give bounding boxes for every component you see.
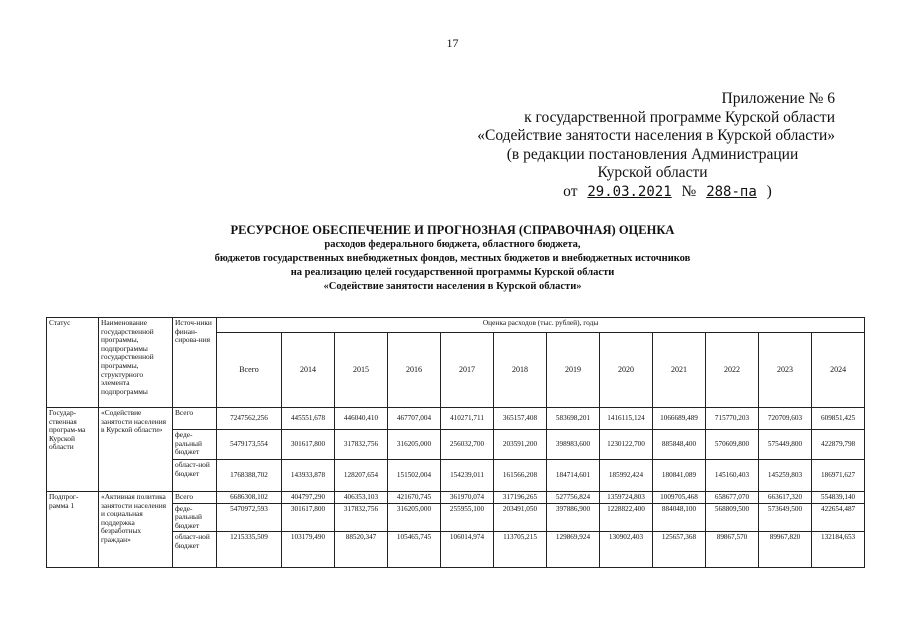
- year-value-cell: 317196,265: [494, 492, 547, 504]
- header-estimate: Оценка расходов (тыс. рублей), годы: [217, 318, 865, 333]
- appendix-line-5: Курской области: [597, 164, 708, 181]
- year-value-cell: 132184,653: [812, 532, 865, 568]
- year-value-cell: 527756,824: [547, 492, 600, 504]
- year-value-cell: 89967,820: [759, 532, 812, 568]
- year-value-cell: 422879,798: [812, 430, 865, 460]
- header-name: Наименование государственной программы, подпрограммы государственной программы, структурного элемента подпрограммы: [99, 318, 173, 408]
- year-value-cell: 203591,200: [494, 430, 547, 460]
- year-value-cell: 1009705,468: [653, 492, 706, 504]
- handwritten-number: 288-па: [706, 183, 757, 200]
- year-value-cell: 88520,347: [335, 532, 388, 568]
- header-status: Статус: [47, 318, 99, 408]
- year-value-cell: 154239,011: [441, 460, 494, 492]
- year-value-cell: 301617,800: [282, 430, 335, 460]
- year-value-cell: 422654,487: [812, 503, 865, 532]
- header-year: 2022: [706, 333, 759, 408]
- header-year: 2018: [494, 333, 547, 408]
- year-value-cell: 1416115,124: [600, 408, 653, 430]
- year-value-cell: 421670,745: [388, 492, 441, 504]
- year-value-cell: 554839,140: [812, 492, 865, 504]
- total-value-cell: 1768388,702: [217, 460, 282, 492]
- table-row: [47, 408, 865, 430]
- year-value-cell: 1230122,700: [600, 430, 653, 460]
- header-source: Источ-ники финан-сирова-ния: [173, 318, 217, 408]
- year-value-cell: 573649,500: [759, 503, 812, 532]
- table-header-row: [47, 318, 865, 333]
- year-value-cell: 128207,654: [335, 460, 388, 492]
- year-value-cell: 406353,103: [335, 492, 388, 504]
- year-value-cell: 186971,627: [812, 460, 865, 492]
- appendix-line-3: «Содействие занятости населения в Курской области»: [477, 127, 835, 144]
- source-cell: феде-ральный бюджет: [173, 430, 217, 460]
- year-value-cell: 151502,004: [388, 460, 441, 492]
- year-value-cell: 145259,803: [759, 460, 812, 492]
- year-value-cell: 130902,403: [600, 532, 653, 568]
- table-row: [47, 492, 865, 504]
- year-value-cell: 404797,290: [282, 492, 335, 504]
- year-value-cell: 317832,756: [335, 430, 388, 460]
- year-value-cell: 106014,974: [441, 532, 494, 568]
- year-value-cell: 129869,924: [547, 532, 600, 568]
- total-value-cell: 5479173,554: [217, 430, 282, 460]
- appendix-header: [440, 90, 835, 201]
- year-value-cell: 125657,368: [653, 532, 706, 568]
- year-value-cell: 185992,424: [600, 460, 653, 492]
- header-year: 2017: [441, 333, 494, 408]
- year-value-cell: 105465,745: [388, 532, 441, 568]
- year-value-cell: 89867,570: [706, 532, 759, 568]
- document-title: [0, 222, 905, 294]
- page-number: 17: [446, 36, 459, 50]
- year-value-cell: 445551,678: [282, 408, 335, 430]
- year-value-cell: 1359724,803: [600, 492, 653, 504]
- year-value-cell: 570609,800: [706, 430, 759, 460]
- header-year: 2015: [335, 333, 388, 408]
- closing-parenthesis: ): [766, 182, 772, 200]
- number-prefix: №: [681, 182, 697, 200]
- header-total: Всего: [217, 333, 282, 408]
- title-line-2: расходов федерального бюджета, областного бюджета,: [324, 239, 581, 250]
- year-value-cell: 255955,100: [441, 503, 494, 532]
- header-year: 2021: [653, 333, 706, 408]
- header-year: 2024: [812, 333, 865, 408]
- header-year: 2023: [759, 333, 812, 408]
- year-value-cell: 143933,878: [282, 460, 335, 492]
- year-value-cell: 301617,800: [282, 503, 335, 532]
- year-value-cell: 609851,425: [812, 408, 865, 430]
- year-value-cell: 410271,711: [441, 408, 494, 430]
- header-year: 2016: [388, 333, 441, 408]
- table-body: [47, 408, 865, 568]
- year-value-cell: 568809,500: [706, 503, 759, 532]
- year-value-cell: 184714,601: [547, 460, 600, 492]
- year-value-cell: 180841,089: [653, 460, 706, 492]
- year-value-cell: 398983,600: [547, 430, 600, 460]
- title-line-1: РЕСУРСНОЕ ОБЕСПЕЧЕНИЕ И ПРОГНОЗНАЯ (СПРАВОЧНАЯ) ОЦЕНКА: [230, 223, 675, 237]
- date-prefix: от: [563, 182, 578, 200]
- source-cell: Всего: [173, 492, 217, 504]
- year-value-cell: 575449,800: [759, 430, 812, 460]
- status-cell: Подпрог-рамма 1: [47, 492, 99, 568]
- total-value-cell: 5470972,593: [217, 503, 282, 532]
- header-year: 2020: [600, 333, 653, 408]
- appendix-line-4: (в редакции постановления Администрации: [506, 145, 799, 163]
- year-value-cell: 658677,070: [706, 492, 759, 504]
- year-value-cell: 145160,403: [706, 460, 759, 492]
- year-value-cell: 316205,000: [388, 503, 441, 532]
- year-value-cell: 583698,201: [547, 408, 600, 430]
- year-value-cell: 715770,203: [706, 408, 759, 430]
- year-value-cell: 467707,004: [388, 408, 441, 430]
- year-value-cell: 1228822,400: [600, 503, 653, 532]
- source-cell: Всего: [173, 408, 217, 430]
- source-cell: феде-ральный бюджет: [173, 503, 217, 532]
- header-year: 2019: [547, 333, 600, 408]
- total-value-cell: 1215335,509: [217, 532, 282, 568]
- source-cell: област-ной бюджет: [173, 460, 217, 492]
- appendix-title: Приложение № 6: [721, 90, 835, 107]
- year-value-cell: 316205,000: [388, 430, 441, 460]
- year-value-cell: 256032,700: [441, 430, 494, 460]
- year-value-cell: 884048,100: [653, 503, 706, 532]
- program-name-cell: «Активная политика занятости населения и социальная поддержка безработных граждан»: [99, 492, 173, 568]
- resource-table: [46, 317, 865, 568]
- year-value-cell: 103179,490: [282, 532, 335, 568]
- title-line-3: бюджетов государственных внебюджетных фондов, местных бюджетов и внебюджетных источников: [214, 253, 691, 264]
- year-value-cell: 885848,400: [653, 430, 706, 460]
- year-value-cell: 365157,408: [494, 408, 547, 430]
- title-line-5: «Содействие занятости населения в Курской области»: [323, 281, 582, 292]
- header-year: 2014: [282, 333, 335, 408]
- year-value-cell: 397886,900: [547, 503, 600, 532]
- handwritten-date: 29.03.2021: [587, 183, 672, 200]
- appendix-date-line: [440, 183, 835, 202]
- year-value-cell: 1066689,489: [653, 408, 706, 430]
- year-value-cell: 663617,320: [759, 492, 812, 504]
- year-value-cell: 361970,074: [441, 492, 494, 504]
- year-value-cell: 720709,603: [759, 408, 812, 430]
- title-line-4: на реализацию целей государственной программы Курской области: [290, 267, 615, 278]
- program-name-cell: «Содействие занятости населения в Курской области»: [99, 408, 173, 492]
- year-value-cell: 203491,050: [494, 503, 547, 532]
- total-value-cell: 7247562,256: [217, 408, 282, 430]
- year-value-cell: 161566,208: [494, 460, 547, 492]
- source-cell: област-ной бюджет: [173, 532, 217, 568]
- year-value-cell: 317832,756: [335, 503, 388, 532]
- status-cell: Государ-ственная програм-ма Курской области: [47, 408, 99, 492]
- appendix-line-2: к государственной программе Курской области: [524, 108, 835, 126]
- year-value-cell: 446040,410: [335, 408, 388, 430]
- year-value-cell: 113705,215: [494, 532, 547, 568]
- total-value-cell: 6686308,102: [217, 492, 282, 504]
